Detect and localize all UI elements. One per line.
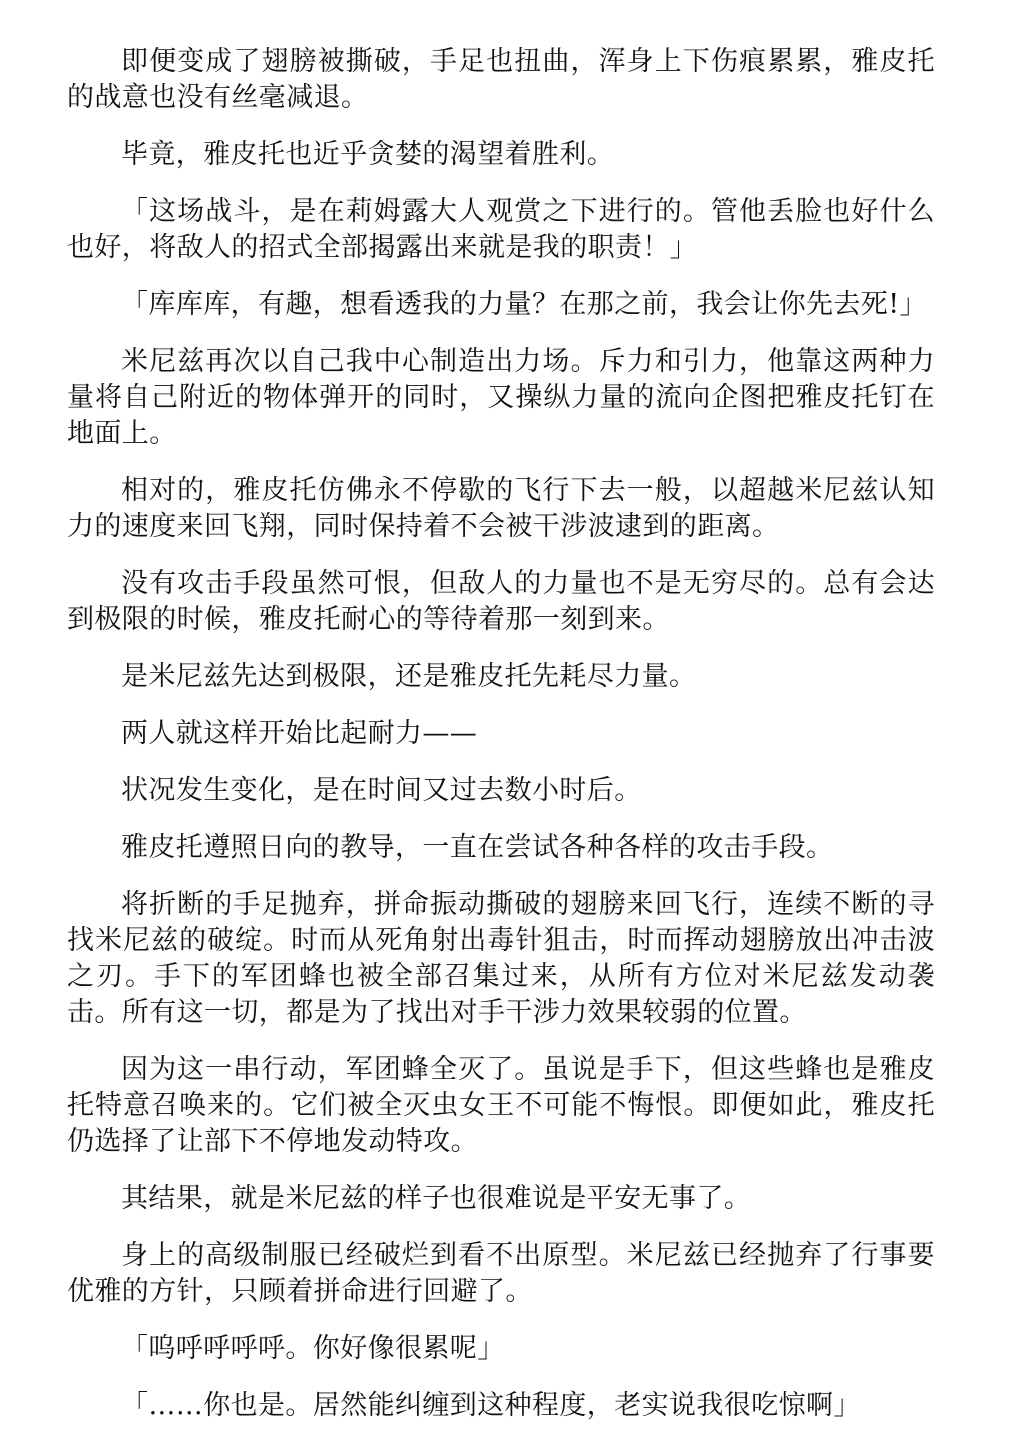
paragraph: 毕竟，雅皮托也近乎贪婪的渴望着胜利。 [121, 139, 615, 170]
dialogue-paragraph: 「呜呼呼呼呼。你好像很累呢」 [121, 1333, 505, 1364]
paragraph: 身上的高级制服已经破烂到看不出原型。米尼兹已经抛弃了行事要优雅的方针，只顾着拼命进行回避了。 [67, 1240, 935, 1307]
dialogue-paragraph: 「……你也是。居然能纠缠到这种程度，老实说我很吃惊啊」 [121, 1390, 861, 1421]
document-page [67, 44, 935, 1445]
paragraph: 相对的，雅皮托仿佛永不停歇的飞行下去一般，以超越米尼兹认知力的速度来回飞翔，同时保持着不会被干涉波逮到的距离。 [67, 475, 935, 542]
paragraph: 因为这一串行动，军团蜂全灭了。虽说是手下，但这些蜂也是雅皮托特意召唤来的。它们被全灭虫女王不可能不悔恨。即便如此，雅皮托仍选择了让部下不停地发动特攻。 [67, 1054, 935, 1157]
paragraph: 其结果，就是米尼兹的样子也很难说是平安无事了。 [121, 1183, 752, 1214]
paragraph: 雅皮托遵照日向的教导，一直在尝试各种各样的攻击手段。 [121, 832, 834, 863]
dialogue-paragraph: 「库库库，有趣，想看透我的力量？在那之前，我会让你先去死!」 [121, 289, 927, 320]
paragraph: 是米尼兹先达到极限，还是雅皮托先耗尽力量。 [121, 661, 697, 692]
paragraph: 即便变成了翅膀被撕破，手足也扭曲，浑身上下伤痕累累，雅皮托的战意也没有丝毫减退。 [67, 46, 935, 113]
dialogue-paragraph: 「这场战斗，是在莉姆露大人观赏之下进行的。管他丢脸也好什么也好，将敌人的招式全部揭露出来就是我的职责！」 [67, 196, 935, 263]
paragraph: 状况发生变化，是在时间又过去数小时后。 [121, 775, 642, 806]
paragraph: 没有攻击手段虽然可恨，但敌人的力量也不是无穷尽的。总有会达到极限的时候，雅皮托耐心的等待着那一刻到来。 [67, 568, 935, 635]
paragraph: 两人就这样开始比起耐力—— [121, 718, 478, 749]
paragraph: 将折断的手足抛弃，拼命振动撕破的翅膀来回飞行，连续不断的寻找米尼兹的破绽。时而从死角射出毒针狙击，时而挥动翅膀放出冲击波之刃。手下的军团蜂也被全部召集过来，从所有方位对米尼兹发动袭击。所有这一切，都是为了找出对手干涉力效果较弱的位置。 [67, 889, 935, 1028]
paragraph: 米尼兹再次以自己我中心制造出力场。斥力和引力，他靠这两种力量将自己附近的物体弹开的同时，又操纵力量的流向企图把雅皮托钉在地面上。 [67, 346, 935, 449]
